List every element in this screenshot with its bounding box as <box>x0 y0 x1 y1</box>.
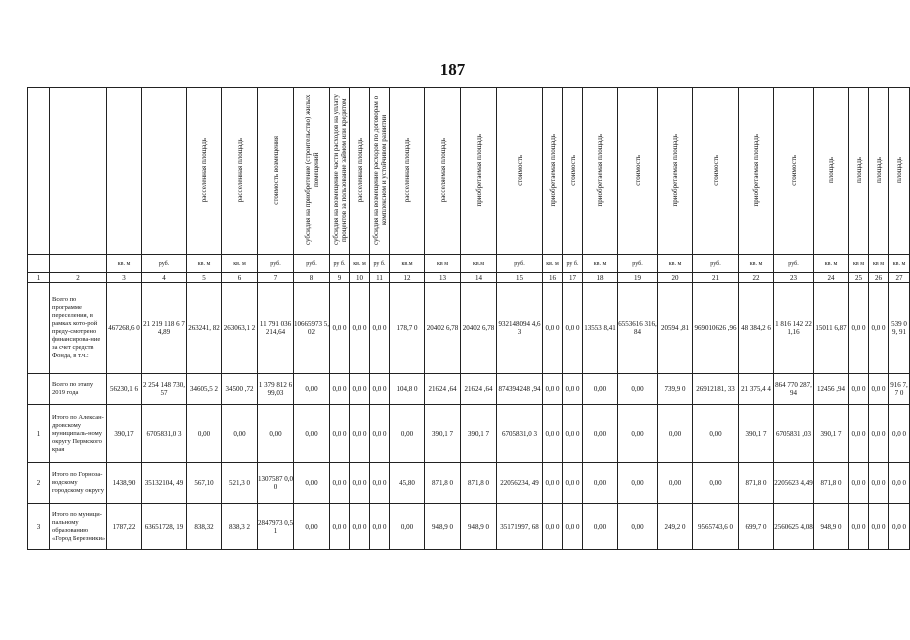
header-label: субсидия на приобретение (строительство) жилых помещений <box>303 94 320 246</box>
column-number-cell: 3 <box>107 273 142 283</box>
column-number-cell: 15 <box>497 273 543 283</box>
value-cell: 0,00 <box>294 405 330 463</box>
header-cell <box>142 88 187 255</box>
column-number-cell: 2 <box>50 273 107 283</box>
header-cell <box>28 88 50 255</box>
value-cell: 48 384,2 6 <box>739 283 774 374</box>
value-cell: 21 375,4 4 <box>739 374 774 405</box>
header-label: площадь <box>827 157 835 183</box>
header-label: стоимость <box>789 154 798 186</box>
row-number <box>28 374 50 405</box>
column-number-cell: 9 <box>330 273 350 283</box>
value-cell: 932148094 4,63 <box>497 283 543 374</box>
column-number-cell: 18 <box>583 273 618 283</box>
value-cell: 567,10 <box>187 463 222 504</box>
value-cell: 20402 6,78 <box>425 283 461 374</box>
column-number-cell: 8 <box>294 273 330 283</box>
value-cell: 9565743,6 0 <box>693 504 739 550</box>
value-cell: 0,0 0 <box>330 405 350 463</box>
row-description: Итого по Алексан-дровскому муниципаль-ному округу Пермского края <box>50 405 107 463</box>
value-cell: 0,0 0 <box>350 374 370 405</box>
value-cell: 467268,6 0 <box>107 283 142 374</box>
unit-cell: кв. м <box>889 255 910 273</box>
value-cell: 0,00 <box>187 405 222 463</box>
value-cell: 874394248 ,94 <box>497 374 543 405</box>
value-cell: 699,7 0 <box>739 504 774 550</box>
value-cell: 0,0 0 <box>370 504 390 550</box>
value-cell: 864 770 287,94 <box>774 374 814 405</box>
value-cell: 0,0 0 <box>350 283 370 374</box>
value-cell: 2560625 4,08 <box>774 504 814 550</box>
header-cell <box>461 88 497 255</box>
header-label: приобретаемая площадь <box>474 133 483 207</box>
value-cell: 21 219 118 6 74,89 <box>142 283 187 374</box>
value-cell: 13553 8,41 <box>583 283 618 374</box>
value-cell: 1787,22 <box>107 504 142 550</box>
value-cell: 0,0 0 <box>330 463 350 504</box>
header-label: стоимость <box>568 154 577 186</box>
value-cell: 0,0 0 <box>889 504 910 550</box>
row-number <box>28 283 50 374</box>
value-cell: 20402 6,78 <box>461 283 497 374</box>
header-cell <box>658 88 693 255</box>
header-label: стоимость возмещения <box>271 135 280 205</box>
unit-cell: руб. <box>693 255 739 273</box>
unit-cell: руб. <box>774 255 814 273</box>
value-cell: 0,0 0 <box>869 374 889 405</box>
header-label: площадь <box>895 157 903 183</box>
column-number-cell: 11 <box>370 273 390 283</box>
column-number-cell: 22 <box>739 273 774 283</box>
value-cell: 263063,1 2 <box>222 283 258 374</box>
column-number-cell: 16 <box>543 273 563 283</box>
value-cell: 15011 6,87 <box>814 283 849 374</box>
value-cell: 0,00 <box>294 463 330 504</box>
column-number-cell: 27 <box>889 273 910 283</box>
column-number-cell: 14 <box>461 273 497 283</box>
column-number-cell: 17 <box>563 273 583 283</box>
value-cell: 0,00 <box>658 463 693 504</box>
value-cell: 0,00 <box>583 374 618 405</box>
unit-cell <box>50 255 107 273</box>
unit-cell <box>28 255 50 273</box>
header-label: стоимость <box>633 154 642 186</box>
header-cell <box>849 88 869 255</box>
unit-cell: руб. <box>618 255 658 273</box>
header-cell <box>563 88 583 255</box>
table-row <box>28 463 910 504</box>
value-cell: 0,0 0 <box>869 405 889 463</box>
value-cell: 34500 ,72 <box>222 374 258 405</box>
header-cell <box>222 88 258 255</box>
header-cell <box>50 88 107 255</box>
value-cell: 6705831,0 3 <box>497 405 543 463</box>
value-cell: 539 09, 91 <box>889 283 910 374</box>
value-cell: 35132104, 49 <box>142 463 187 504</box>
unit-cell: кв м <box>849 255 869 273</box>
value-cell: 0,00 <box>618 463 658 504</box>
value-cell: 0,0 0 <box>543 504 563 550</box>
column-number-cell: 24 <box>814 273 849 283</box>
value-cell: 871,8 0 <box>425 463 461 504</box>
value-cell: 0,0 0 <box>563 463 583 504</box>
value-cell: 0,0 0 <box>370 374 390 405</box>
column-number-cell: 4 <box>142 273 187 283</box>
value-cell: 948,9 0 <box>814 504 849 550</box>
header-label: стоимость <box>711 154 720 186</box>
value-cell: 249,2 0 <box>658 504 693 550</box>
header-label: расселенная площадь <box>355 137 364 203</box>
value-cell: 0,0 0 <box>889 405 910 463</box>
header-label: расселенная площадь <box>200 137 208 203</box>
header-cell <box>390 88 425 255</box>
value-cell: 0,0 0 <box>889 463 910 504</box>
value-cell: 0,0 0 <box>330 283 350 374</box>
value-cell: 0,0 0 <box>869 283 889 374</box>
column-number-cell: 5 <box>187 273 222 283</box>
column-number-cell: 21 <box>693 273 739 283</box>
value-cell: 178,7 0 <box>390 283 425 374</box>
unit-cell: руб. <box>142 255 187 273</box>
report-table <box>27 87 910 550</box>
value-cell: 390,1 7 <box>425 405 461 463</box>
header-label: стоимость <box>515 154 524 186</box>
value-cell: 948,9 0 <box>425 504 461 550</box>
value-cell: 1 379 812 699,03 <box>258 374 294 405</box>
table-row <box>28 405 910 463</box>
value-cell: 0,0 0 <box>849 463 869 504</box>
value-cell: 35171997, 68 <box>497 504 543 550</box>
value-cell: 6705831,0 3 <box>142 405 187 463</box>
value-cell: 838,32 <box>187 504 222 550</box>
value-cell: 0,0 0 <box>370 463 390 504</box>
value-cell: 11 791 036 214,64 <box>258 283 294 374</box>
unit-cell: ру б. <box>563 255 583 273</box>
unit-cell: кв. м <box>543 255 563 273</box>
value-cell: 22056234, 49 <box>497 463 543 504</box>
header-cell <box>350 88 370 255</box>
unit-cell: кв. м <box>739 255 774 273</box>
value-cell: 10665973 5,02 <box>294 283 330 374</box>
value-cell: 0,0 0 <box>543 405 563 463</box>
value-cell: 0,00 <box>222 405 258 463</box>
value-cell: 0,0 0 <box>869 463 889 504</box>
value-cell: 838,3 2 <box>222 504 258 550</box>
value-cell: 45,80 <box>390 463 425 504</box>
value-cell: 0,0 0 <box>330 374 350 405</box>
column-number-cell: 20 <box>658 273 693 283</box>
unit-cell: кв. м <box>187 255 222 273</box>
unit-cell: руб. <box>497 255 543 273</box>
header-cell <box>425 88 461 255</box>
value-cell: 12456 ,94 <box>814 374 849 405</box>
value-cell: 916 7,7 0 <box>889 374 910 405</box>
header-label: площадь <box>854 157 863 183</box>
unit-cell: кв м <box>869 255 889 273</box>
value-cell: 390,1 7 <box>461 405 497 463</box>
unit-cell: кв. м <box>658 255 693 273</box>
value-cell: 21624 ,64 <box>425 374 461 405</box>
value-cell: 390,1 7 <box>739 405 774 463</box>
unit-cell: кв. м <box>583 255 618 273</box>
header-cell <box>258 88 294 255</box>
value-cell: 2 254 148 730,57 <box>142 374 187 405</box>
unit-cell: руб. <box>294 255 330 273</box>
row-description: Итого по Горноза-водскому городскому округу <box>50 463 107 504</box>
value-cell: 0,0 0 <box>543 374 563 405</box>
header-label: расселенная площадь <box>235 137 244 203</box>
value-cell: 0,0 0 <box>849 374 869 405</box>
value-cell: 0,0 0 <box>563 504 583 550</box>
value-cell: 0,0 0 <box>563 283 583 374</box>
value-cell: 0,0 0 <box>350 504 370 550</box>
header-cell <box>294 88 330 255</box>
unit-cell: кв. м <box>814 255 849 273</box>
header-cell <box>497 88 543 255</box>
value-cell: 0,0 0 <box>370 405 390 463</box>
value-cell: 26912181, 33 <box>693 374 739 405</box>
value-cell: 390,17 <box>107 405 142 463</box>
value-cell: 0,00 <box>294 374 330 405</box>
unit-cell: кв.м <box>390 255 425 273</box>
table-row <box>28 504 910 550</box>
value-cell: 20594 ,81 <box>658 283 693 374</box>
value-cell: 0,00 <box>294 504 330 550</box>
value-cell: 0,0 0 <box>849 504 869 550</box>
value-cell: 0,0 0 <box>849 283 869 374</box>
column-number-cell: 26 <box>869 273 889 283</box>
header-label: расселенная площадь <box>403 137 411 203</box>
value-cell: 0,0 0 <box>350 463 370 504</box>
value-cell: 0,0 0 <box>370 283 390 374</box>
header-cell <box>543 88 563 255</box>
value-cell: 104,8 0 <box>390 374 425 405</box>
row-number: 3 <box>28 504 50 550</box>
page-number: 187 <box>439 60 466 79</box>
column-number-cell: 19 <box>618 273 658 283</box>
value-cell: 21624 ,64 <box>461 374 497 405</box>
value-cell: 0,00 <box>583 504 618 550</box>
value-cell: 1307587 0,00 <box>258 463 294 504</box>
header-cell <box>889 88 910 255</box>
header-cell <box>869 88 889 255</box>
value-cell: 0,00 <box>618 405 658 463</box>
value-cell: 739,9 0 <box>658 374 693 405</box>
header-cell <box>107 88 142 255</box>
unit-cell: ру б. <box>330 255 350 273</box>
value-cell: 6705831 ,03 <box>774 405 814 463</box>
value-cell: 63651728, 19 <box>142 504 187 550</box>
column-number-cell: 13 <box>425 273 461 283</box>
header-label: приобретаемая площадь <box>752 133 760 207</box>
column-number-cell: 25 <box>849 273 869 283</box>
row-description: Всего по программе переселения, в рамках кото-рой преду-смотрено финансирова-ние за счет средств Фонда, в т.ч.: <box>50 283 107 374</box>
unit-cell: ру б. <box>370 255 390 273</box>
value-cell: 0,00 <box>693 463 739 504</box>
header-label: площадь <box>874 157 883 183</box>
value-cell: 0,00 <box>390 405 425 463</box>
column-number-row <box>28 273 910 283</box>
column-number-cell: 7 <box>258 273 294 283</box>
row-description: Итого по муници-пальному образованию «Город Березники» <box>50 504 107 550</box>
value-cell: 34605,5 2 <box>187 374 222 405</box>
value-cell: 521,3 0 <box>222 463 258 504</box>
header-label: приобретаемая площадь <box>548 133 557 207</box>
column-number-cell: 6 <box>222 273 258 283</box>
header-cell <box>693 88 739 255</box>
value-cell: 871,8 0 <box>739 463 774 504</box>
value-cell: 6553616 316,84 <box>618 283 658 374</box>
header-label: приобретаемая площадь <box>671 133 679 207</box>
column-number-cell: 12 <box>390 273 425 283</box>
header-label: приобретаемая площадь <box>596 133 604 207</box>
unit-cell: кв м <box>425 255 461 273</box>
value-cell: 0,00 <box>583 463 618 504</box>
value-cell: 0,0 0 <box>563 405 583 463</box>
value-cell: 871,8 0 <box>814 463 849 504</box>
value-cell: 0,00 <box>258 405 294 463</box>
value-cell: 1 816 142 221,16 <box>774 283 814 374</box>
unit-cell: руб. <box>258 255 294 273</box>
value-cell: 0,0 0 <box>543 283 563 374</box>
value-cell: 0,0 0 <box>543 463 563 504</box>
value-cell: 0,0 0 <box>350 405 370 463</box>
value-cell: 0,00 <box>658 405 693 463</box>
value-cell: 871,8 0 <box>461 463 497 504</box>
header-cell <box>814 88 849 255</box>
value-cell: 0,0 0 <box>869 504 889 550</box>
units-row <box>28 255 910 273</box>
header-cell <box>774 88 814 255</box>
value-cell: 0,00 <box>390 504 425 550</box>
header-cell <box>330 88 350 255</box>
value-cell: 0,0 0 <box>330 504 350 550</box>
header-cell <box>583 88 618 255</box>
unit-cell: кв.м <box>461 255 497 273</box>
value-cell: 948,9 0 <box>461 504 497 550</box>
value-cell: 969010626 ,96 <box>693 283 739 374</box>
value-cell: 0,0 0 <box>563 374 583 405</box>
header-label: расселяемая площадь <box>438 137 447 203</box>
table-row <box>28 374 910 405</box>
column-number-cell: 23 <box>774 273 814 283</box>
unit-cell: кв. м <box>222 255 258 273</box>
value-cell: 56230,1 6 <box>107 374 142 405</box>
value-cell: 0,00 <box>583 405 618 463</box>
header-label: субсидия на возмещение расходов по договорам о комплексном и устойчивом развитии <box>371 95 388 245</box>
header-cell <box>739 88 774 255</box>
row-description: Всего по этапу 2019 года <box>50 374 107 405</box>
unit-cell: кв. м <box>107 255 142 273</box>
value-cell: 0,0 0 <box>849 405 869 463</box>
header-label: субсидия на возмещение части расходов на уплату процентов за пользование займом или кредитом <box>331 94 348 246</box>
value-cell: 263241, 82 <box>187 283 222 374</box>
row-number: 1 <box>28 405 50 463</box>
value-cell: 0,00 <box>618 374 658 405</box>
header-cell <box>187 88 222 255</box>
row-number: 2 <box>28 463 50 504</box>
value-cell: 2847973 0,51 <box>258 504 294 550</box>
table-row <box>28 283 910 374</box>
column-number-cell: 1 <box>28 273 50 283</box>
value-cell: 0,00 <box>693 405 739 463</box>
value-cell: 0,00 <box>618 504 658 550</box>
header-cell <box>618 88 658 255</box>
unit-cell: кв. м <box>350 255 370 273</box>
value-cell: 1438,90 <box>107 463 142 504</box>
column-number-cell: 10 <box>350 273 370 283</box>
header-row <box>28 88 910 255</box>
value-cell: 2205623 4,49 <box>774 463 814 504</box>
header-cell <box>370 88 390 255</box>
value-cell: 390,1 7 <box>814 405 849 463</box>
